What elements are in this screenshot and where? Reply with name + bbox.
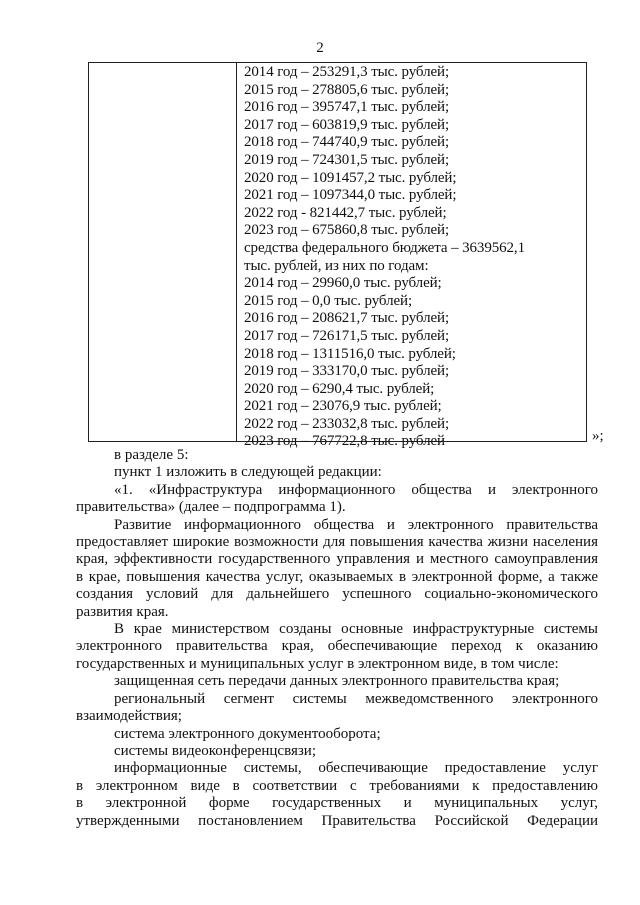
table-line: 2023 год – 767722,8 тыс. рублей bbox=[244, 433, 445, 450]
quote-line: «1. «Инфраструктура информационного общества и электронного bbox=[114, 481, 598, 498]
list-item: региональный сегмент системы межведомственного электронного bbox=[114, 690, 598, 707]
table-line: 2016 год – 395747,1 тыс. рублей; bbox=[244, 99, 450, 116]
table-line: 2023 год – 675860,8 тыс. рублей; bbox=[244, 222, 450, 239]
list-item: защищенная сеть передачи данных электронного правительства края; bbox=[114, 673, 560, 690]
paragraph-line: Развитие информационного общества и электронного правительства bbox=[114, 516, 598, 533]
table-line: 2015 год – 278805,6 тыс. рублей; bbox=[244, 81, 450, 98]
funding-cell bbox=[244, 64, 584, 451]
table-line: 2019 год – 333170,0 тыс. рублей; bbox=[244, 363, 450, 380]
table-column-divider bbox=[236, 63, 237, 441]
item-intro: пункт 1 изложить в следующей редакции: bbox=[114, 464, 382, 481]
paragraph-line: государственных и муниципальных услуг в электронном виде, в том числе: bbox=[76, 655, 559, 672]
table-line: 2022 год – 233032,8 тыс. рублей; bbox=[244, 415, 450, 432]
table-line: 2022 год - 821442,7 тыс. рублей; bbox=[244, 204, 447, 221]
document-body bbox=[76, 447, 598, 830]
funding-table bbox=[88, 62, 587, 450]
paragraph-line: электронного правительства края, обеспечивающие переход к оказанию bbox=[76, 638, 598, 655]
paragraph-line: В крае министерством созданы основные инфраструктурные системы bbox=[114, 621, 598, 638]
list-item: система электронного документооборота; bbox=[114, 725, 381, 742]
paragraph-line: развития края. bbox=[76, 603, 169, 620]
table-line: 2020 год – 1091457,2 тыс. рублей; bbox=[244, 169, 457, 186]
table-line: 2018 год – 1311516,0 тыс. рублей; bbox=[244, 345, 456, 362]
list-item-continuation: утвержденными постановлением Правительства Российской Федерации bbox=[76, 812, 598, 829]
table-line: 2018 год – 744740,9 тыс. рублей; bbox=[244, 134, 450, 151]
table-line: 2015 год – 0,0 тыс. рублей; bbox=[244, 292, 413, 309]
paragraph-line: предоставляет широкие возможности для повышения качества жизни населения bbox=[76, 534, 598, 551]
table-line: 2021 год – 1097344,0 тыс. рублей; bbox=[244, 187, 457, 204]
list-item: системы видеоконференцсвязи; bbox=[114, 742, 316, 759]
quote-line: правительства» (далее – подпрограмма 1). bbox=[76, 499, 346, 516]
page-number: 2 bbox=[316, 40, 324, 56]
paragraph-line: в крае, повышения качества услуг, оказываемых в электронной форме, а также bbox=[76, 568, 598, 585]
list-item: информационные системы, обеспечивающие предоставление услуг bbox=[114, 760, 598, 777]
list-item-continuation: взаимодействия; bbox=[76, 708, 182, 725]
closing-quote: »; bbox=[592, 428, 604, 444]
paragraph-line: края, эффективности государственного управления и местного самоуправления bbox=[76, 551, 598, 568]
paragraph-line: создания условий для дальнейшего успешного социально-экономического bbox=[76, 586, 598, 603]
table-line: 2014 год – 253291,3 тыс. рублей; bbox=[244, 64, 450, 80]
table-line: 2014 год – 29960,0 тыс. рублей; bbox=[244, 275, 442, 292]
table-line: 2016 год – 208621,7 тыс. рублей; bbox=[244, 310, 450, 327]
section-heading: в разделе 5: bbox=[114, 447, 189, 463]
table-line: тыс. рублей, из них по годам: bbox=[244, 257, 429, 274]
table-line: 2017 год – 726171,5 тыс. рублей; bbox=[244, 327, 450, 344]
table-line: 2021 год – 23076,9 тыс. рублей; bbox=[244, 398, 442, 415]
table-line: 2017 год – 603819,9 тыс. рублей; bbox=[244, 116, 450, 133]
list-item-continuation: в электронном виде в соответствии с требованиями к предоставлению bbox=[76, 777, 598, 794]
list-item-continuation: в электронной форме государственных и муниципальных услуг, bbox=[76, 795, 598, 812]
table-line: средства федерального бюджета – 3639562,1 bbox=[244, 239, 525, 256]
table-line: 2019 год – 724301,5 тыс. рублей; bbox=[244, 151, 450, 168]
table-line: 2020 год – 6290,4 тыс. рублей; bbox=[244, 380, 435, 397]
